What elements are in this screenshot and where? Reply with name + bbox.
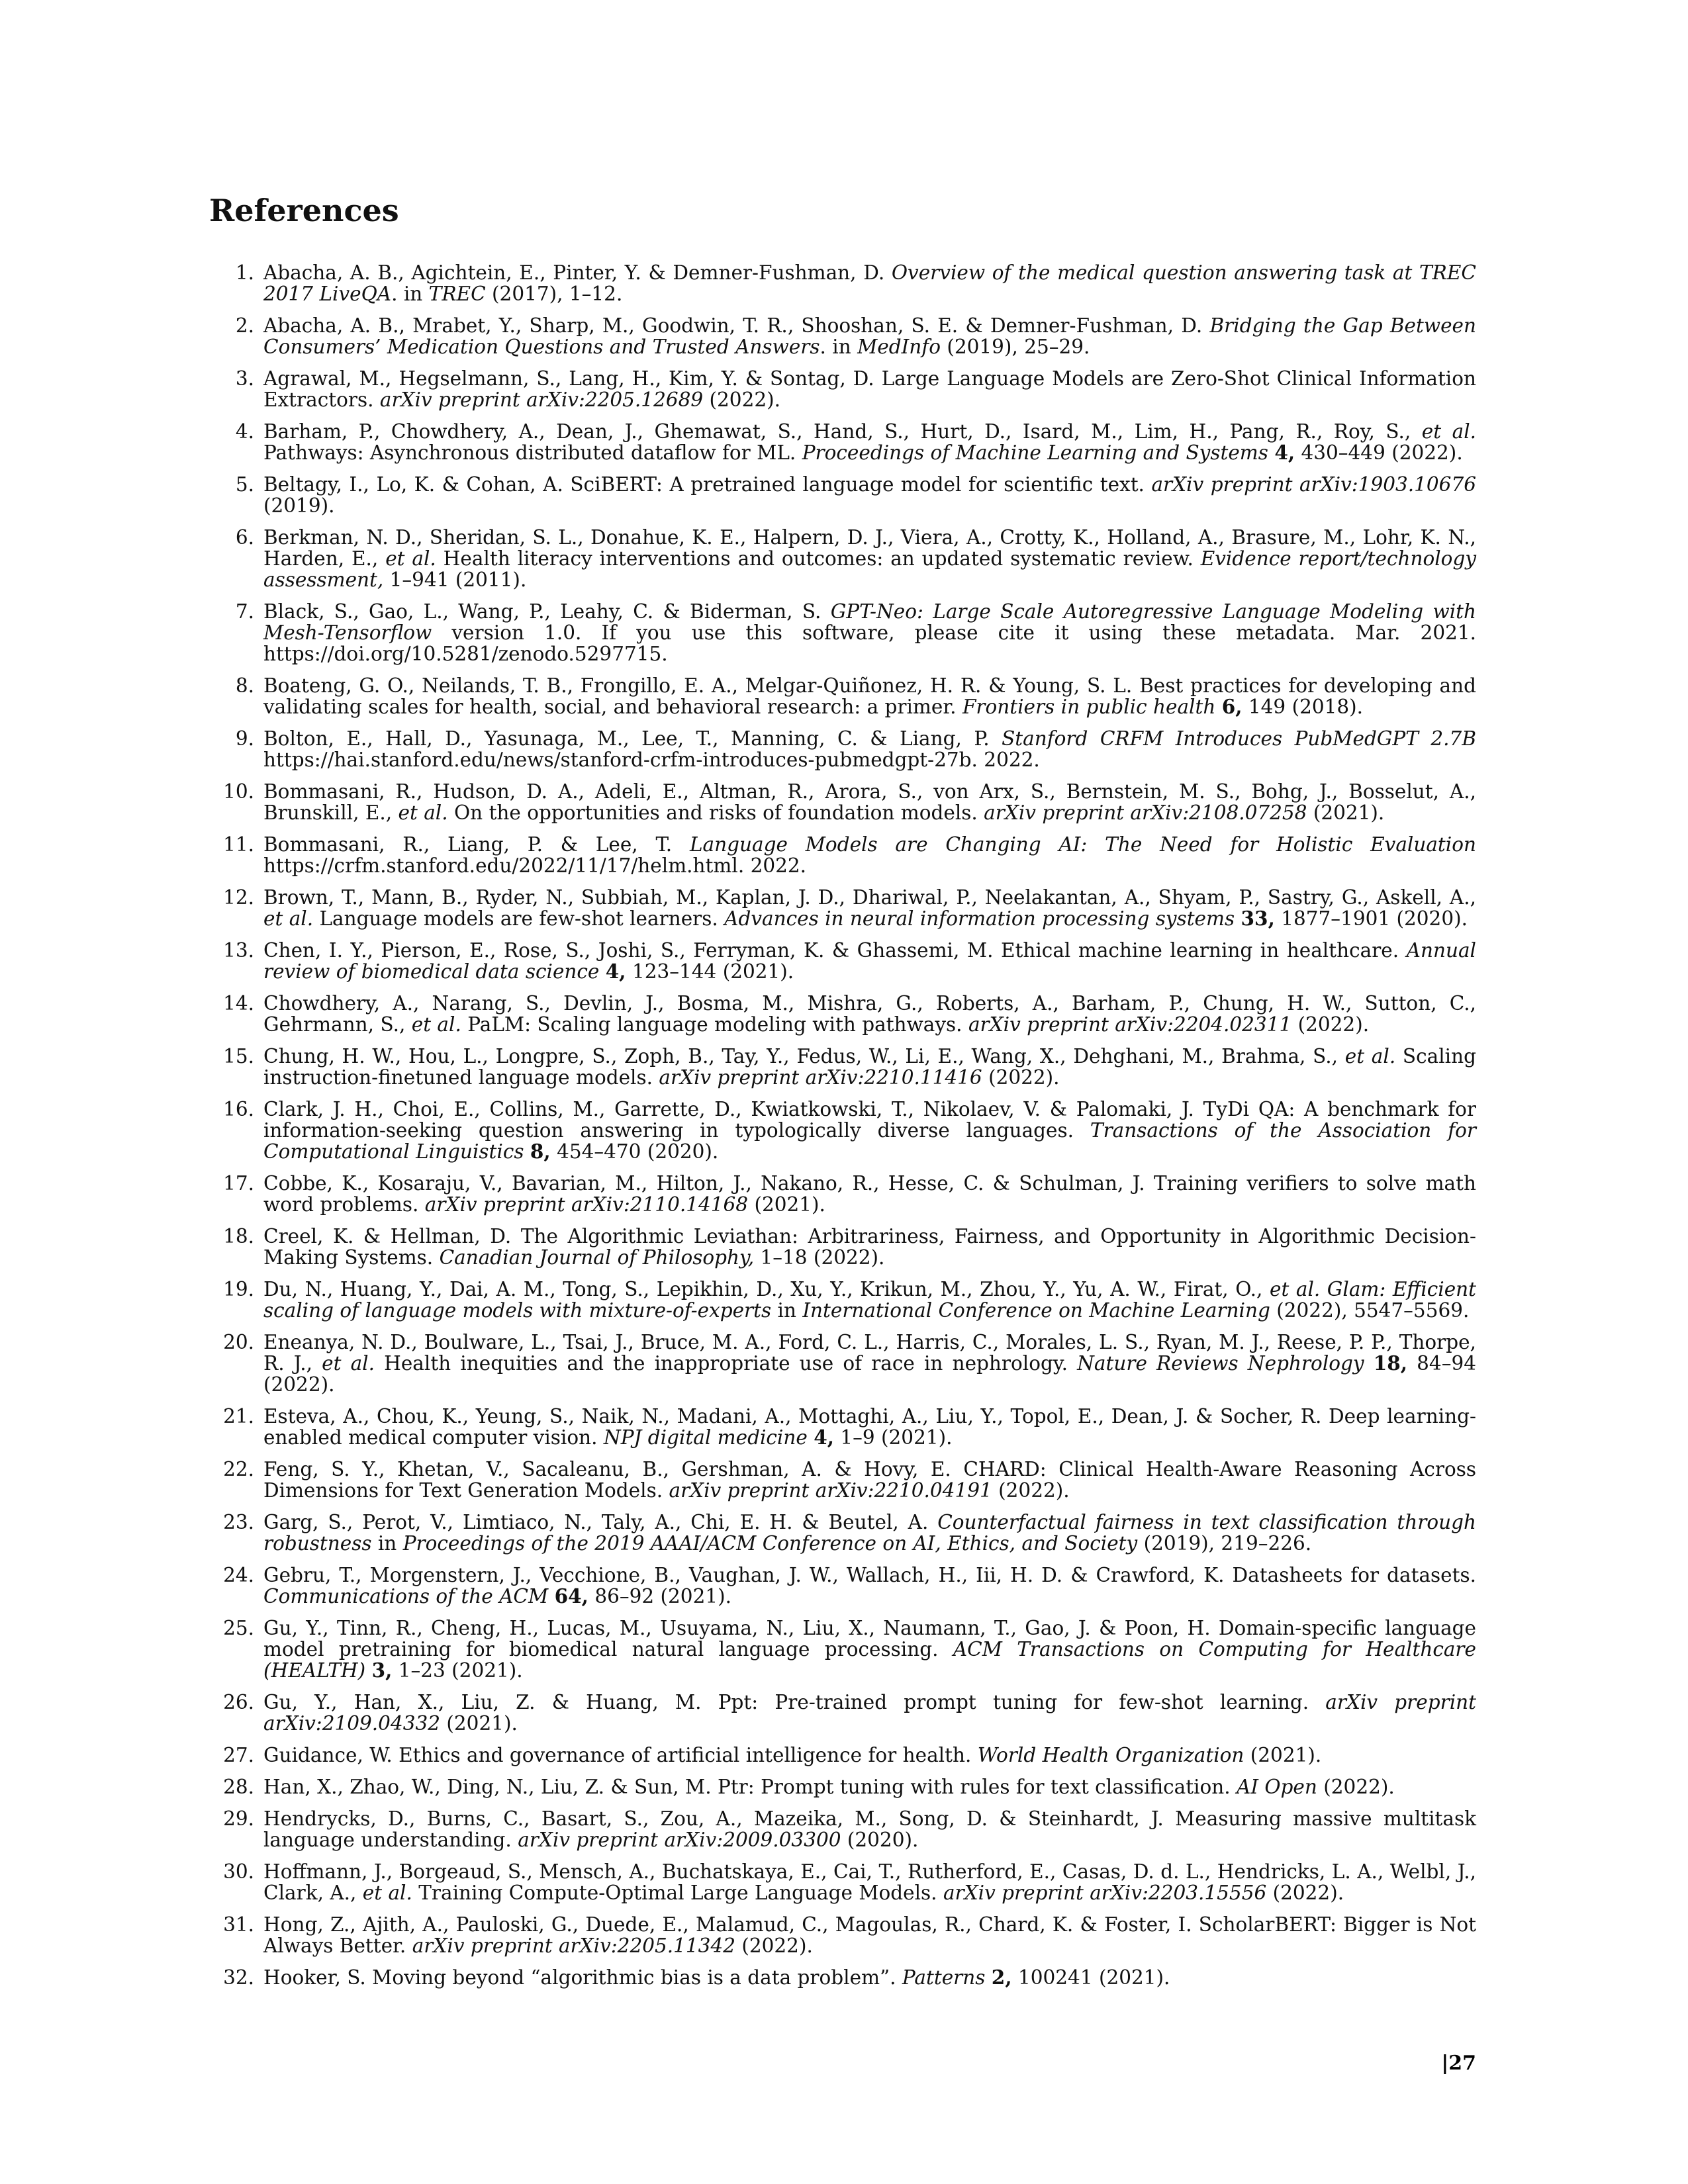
reference-number: 30. bbox=[223, 1860, 254, 1883]
reference-item bbox=[209, 675, 1476, 717]
reference-italic-segment: Evidence report/technology assessment, bbox=[263, 547, 1476, 591]
reference-item bbox=[209, 993, 1476, 1035]
reference-bold-segment: 4, bbox=[605, 960, 626, 983]
reference-italic-segment: MedInfo bbox=[857, 336, 941, 358]
reference-segment: Beltagy, I., Lo, K. & Cohan, A. SciBERT: A pretrained language model for scientific text. bbox=[263, 473, 1152, 496]
reference-segment: (2022). bbox=[1317, 1776, 1395, 1798]
reference-italic-segment: Language Models are Changing AI: The Need for Holistic Evaluation bbox=[689, 833, 1476, 856]
reference-segment: Feng, S. Y., Khetan, V., Sacaleanu, B., Gershman, A. & Hovy, E. CHARD: Clinical Health-Aware Reasoning Across Dimensions for Text Generation Models. bbox=[263, 1458, 1476, 1502]
reference-number: 5. bbox=[235, 473, 254, 496]
reference-segment: Hooker, S. Moving beyond “algorithmic bias is a data problem”. bbox=[263, 1966, 902, 1989]
reference-item bbox=[209, 1692, 1476, 1734]
reference-bold-segment: 33, bbox=[1241, 907, 1275, 930]
reference-italic-segment: arXiv preprint arXiv:2108.07258 bbox=[984, 801, 1307, 824]
reference-item bbox=[209, 1776, 1476, 1797]
reference-bold-segment: 2, bbox=[991, 1966, 1012, 1989]
reference-segment bbox=[808, 1426, 814, 1449]
reference-number: 24. bbox=[223, 1564, 254, 1586]
reference-number: 15. bbox=[223, 1045, 254, 1068]
reference-italic-segment: et al. bbox=[1421, 420, 1477, 443]
reference-text bbox=[263, 1279, 1476, 1321]
references-page bbox=[209, 192, 1476, 1999]
reference-number: 22. bbox=[223, 1458, 254, 1480]
reference-segment: Clark, J. H., Choi, E., Collins, M., Garrette, D., Kwiatkowski, T., Nikolaev, V. & Palomaki, J. TyDi QA: A benchmark for information-seeking question answering in typologically diverse languages. bbox=[263, 1098, 1476, 1142]
reference-italic-segment: GPT-Neo: Large Scale Autoregressive Language Modeling with Mesh-Tensorflow bbox=[263, 600, 1476, 644]
reference-italic-segment: arXiv preprint arXiv:1903.10676 bbox=[1151, 473, 1476, 496]
reference-text bbox=[263, 1692, 1476, 1734]
reference-segment: Bommasani, R., Liang, P. & Lee, T. bbox=[263, 833, 690, 856]
reference-item bbox=[209, 315, 1476, 357]
reference-item bbox=[209, 1617, 1476, 1681]
section-heading: References bbox=[209, 193, 399, 228]
reference-segment: 454–470 (2020). bbox=[550, 1140, 719, 1163]
reference-segment: Gebru, T., Morgenstern, J., Vecchione, B., Vaughan, J. W., Wallach, H., Iii, H. D. & Crawford, K. Datasheets for datasets. bbox=[263, 1564, 1476, 1586]
reference-item bbox=[209, 781, 1476, 823]
reference-bold-segment: 8, bbox=[530, 1140, 551, 1163]
reference-item bbox=[209, 474, 1476, 516]
reference-segment: Guidance, W. Ethics and governance of artificial intelligence for health. bbox=[263, 1744, 978, 1766]
reference-item bbox=[209, 1967, 1476, 1988]
reference-italic-segment: World Health Organization bbox=[977, 1744, 1244, 1766]
reference-italic-segment: et al. bbox=[322, 1352, 375, 1375]
reference-number: 11. bbox=[223, 833, 254, 856]
reference-italic-segment: Advances in neural information processing systems bbox=[724, 907, 1235, 930]
reference-segment: Cobbe, K., Kosaraju, V., Bavarian, M., Hilton, J., Nakano, R., Hesse, C. & Schulman, J. Training verifiers to solve math word problems. bbox=[263, 1172, 1476, 1216]
reference-item bbox=[209, 1099, 1476, 1162]
reference-italic-segment: arXiv preprint arXiv:2210.04191 bbox=[669, 1479, 992, 1502]
reference-item bbox=[209, 601, 1476, 664]
reference-segment: 100241 (2021). bbox=[1011, 1966, 1170, 1989]
reference-item bbox=[209, 527, 1476, 590]
reference-italic-segment: et al. bbox=[362, 1882, 412, 1904]
reference-text bbox=[263, 1099, 1476, 1162]
reference-bold-segment: 4, bbox=[814, 1426, 834, 1449]
reference-italic-segment: Patterns bbox=[902, 1966, 986, 1989]
reference-segment: Gu, Y., Han, X., Liu, Z. & Huang, M. Ppt: Pre-trained prompt tuning for few-shot learning. bbox=[263, 1691, 1326, 1713]
reference-segment: in bbox=[771, 1299, 803, 1322]
reference-text bbox=[263, 781, 1476, 823]
reference-segment: 84–94 (2022). bbox=[263, 1352, 1476, 1396]
reference-number: 18. bbox=[223, 1225, 254, 1248]
reference-italic-segment: et al. bbox=[411, 1013, 461, 1036]
reference-bold-segment: 64, bbox=[554, 1584, 588, 1608]
reference-item bbox=[209, 368, 1476, 410]
reference-segment bbox=[599, 960, 605, 983]
reference-bold-segment: 18, bbox=[1373, 1351, 1408, 1375]
reference-italic-segment: NPJ digital medicine bbox=[603, 1426, 808, 1449]
reference-text bbox=[263, 1459, 1476, 1501]
reference-bold-segment: 6, bbox=[1221, 695, 1243, 718]
reference-italic-segment: Proceedings of the 2019 AAAI/ACM Conference on AI, Ethics, and Society bbox=[402, 1532, 1138, 1555]
reference-segment: Hendrycks, D., Burns, C., Basart, S., Zou, A., Mazeika, M., Song, D. & Steinhardt, J. Measuring massive multitask language understanding. bbox=[263, 1807, 1476, 1851]
reference-item bbox=[209, 1745, 1476, 1766]
reference-segment: (2022). bbox=[982, 1066, 1060, 1089]
reference-item bbox=[209, 421, 1476, 463]
reference-segment: 1–9 (2021). bbox=[833, 1426, 953, 1449]
reference-segment: Health inequities and the inappropriate use of race in nephrology. bbox=[374, 1352, 1078, 1375]
reference-segment: (2022). bbox=[703, 388, 781, 411]
reference-number: 7. bbox=[235, 600, 254, 623]
reference-segment: in bbox=[371, 1532, 403, 1555]
reference-item bbox=[209, 1332, 1476, 1395]
reference-item bbox=[209, 1914, 1476, 1956]
reference-text bbox=[263, 887, 1476, 929]
reference-segment: 149 (2018). bbox=[1242, 696, 1364, 718]
reference-item bbox=[209, 1459, 1476, 1501]
reference-segment: On the opportunities and risks of foundation models. bbox=[447, 801, 984, 824]
reference-number: 3. bbox=[235, 367, 254, 390]
reference-segment: Chung, H. W., Hou, L., Longpre, S., Zoph, B., Tay, Y., Fedus, W., Li, E., Wang, X., Dehghani, M., Brahma, S., bbox=[263, 1045, 1345, 1068]
reference-segment: (2021). bbox=[748, 1193, 825, 1216]
reference-segment bbox=[1235, 907, 1241, 930]
reference-item bbox=[209, 1565, 1476, 1607]
reference-text bbox=[263, 1512, 1476, 1554]
reference-italic-segment: ACM Transactions on Computing for Healthcare (HEALTH) bbox=[263, 1638, 1476, 1682]
reference-number: 10. bbox=[223, 780, 254, 803]
reference-item bbox=[209, 728, 1476, 770]
reference-segment bbox=[365, 1659, 371, 1682]
reference-segment bbox=[548, 1585, 554, 1608]
reference-italic-segment: arXiv preprint arXiv:2110.14168 bbox=[424, 1193, 749, 1216]
reference-item bbox=[209, 1808, 1476, 1850]
reference-item bbox=[209, 834, 1476, 876]
reference-italic-segment: arXiv preprint arXiv:2205.12689 bbox=[379, 388, 704, 411]
reference-italic-segment: et al. bbox=[263, 907, 314, 930]
reference-segment: Health literacy interventions and outcomes: an updated systematic review. bbox=[436, 547, 1201, 570]
reference-text bbox=[263, 834, 1476, 876]
reference-segment: PaLM: Scaling language modeling with pathways. bbox=[461, 1013, 968, 1036]
reference-italic-segment: arXiv preprint arXiv:2203.15556 bbox=[943, 1882, 1267, 1904]
page-number: |27 bbox=[1441, 2052, 1476, 2075]
reference-text bbox=[263, 527, 1476, 590]
reference-segment: (2021). bbox=[1307, 801, 1385, 824]
reference-segment: . in bbox=[391, 283, 429, 305]
reference-segment: Pathways: Asynchronous distributed dataflow for ML. bbox=[263, 441, 802, 464]
reference-segment: Eneanya, N. D., Boulware, L., Tsai, J., Bruce, M. A., Ford, C. L., Harris, C., Morales, L. S., Ryan, M. J., Reese, P. P., Thorpe, R. J., bbox=[263, 1331, 1476, 1375]
reference-text bbox=[263, 728, 1476, 770]
reference-segment: Esteva, A., Chou, K., Yeung, S., Naik, N., Madani, A., Mottaghi, A., Liu, Y., Topol, E., Dean, J. & Socher, R. Deep learning-enabled medical computer vision. bbox=[263, 1405, 1476, 1449]
reference-segment: 1–941 (2011). bbox=[383, 569, 527, 591]
reference-text bbox=[263, 1406, 1476, 1448]
reference-segment: Abacha, A. B., Agichtein, E., Pinter, Y. & Demner-Fushman, D. bbox=[263, 261, 892, 284]
reference-text bbox=[263, 1565, 1476, 1607]
reference-text bbox=[263, 1332, 1476, 1395]
reference-segment: Gu, Y., Tinn, R., Cheng, H., Lucas, M., Usuyama, N., Liu, X., Naumann, T., Gao, J. & Poon, H. Domain-specific language model pretraining for biomedical natural language processing. bbox=[263, 1617, 1476, 1661]
reference-italic-segment: Transactions of the Association for Computational Linguistics bbox=[263, 1119, 1476, 1163]
reference-segment: Chowdhery, A., Narang, S., Devlin, J., Bosma, M., Mishra, G., Roberts, A., Barham, P., Chung, H. W., Sutton, C., Gehrmann, S., bbox=[263, 992, 1476, 1036]
reference-segment: Scaling instruction-finetuned language models. bbox=[263, 1045, 1477, 1089]
reference-item bbox=[209, 1226, 1476, 1268]
reference-segment: Training Compute-Optimal Large Language Models. bbox=[412, 1882, 943, 1904]
reference-italic-segment: AI Open bbox=[1237, 1776, 1317, 1798]
reference-number: 13. bbox=[223, 939, 254, 962]
reference-text bbox=[263, 993, 1476, 1035]
reference-italic-segment: arXiv preprint arXiv:2009.03300 bbox=[518, 1829, 841, 1851]
reference-italic-segment: Bridging the Gap Between Consumers’ Medication Questions and Trusted Answers bbox=[263, 314, 1476, 358]
reference-text bbox=[263, 315, 1476, 357]
reference-segment: (2021). bbox=[1244, 1744, 1322, 1766]
reference-number: 17. bbox=[223, 1172, 254, 1195]
reference-number: 6. bbox=[235, 526, 254, 549]
reference-segment: Boateng, G. O., Neilands, T. B., Frongillo, E. A., Melgar-Quiñonez, H. R. & Young, S. L. Best practices for developing and validating scales for health, social, and behavioral research: a primer. bbox=[263, 674, 1476, 718]
reference-segment: https://hai.stanford.edu/news/stanford-crfm-introduces-pubmedgpt-27b. 2022. bbox=[263, 749, 1040, 771]
reference-segment: Brown, T., Mann, B., Ryder, N., Subbiah, M., Kaplan, J. D., Dhariwal, P., Neelakantan, A., Shyam, P., Sastry, G., Askell, A., bbox=[263, 886, 1476, 909]
reference-number: 9. bbox=[235, 727, 254, 750]
reference-item bbox=[209, 1861, 1476, 1903]
reference-text bbox=[263, 421, 1476, 463]
reference-segment: (2020). bbox=[841, 1829, 919, 1851]
reference-bold-segment: 4, bbox=[1274, 441, 1295, 464]
reference-italic-segment: Frontiers in public health bbox=[962, 696, 1216, 718]
reference-number: 20. bbox=[223, 1331, 254, 1353]
reference-segment: . in bbox=[820, 336, 858, 358]
reference-italic-segment: Stanford CRFM Introduces PubMedGPT 2.7B bbox=[1002, 727, 1476, 750]
reference-italic-segment: Communications of the ACM bbox=[263, 1585, 549, 1608]
reference-italic-segment: Proceedings of Machine Learning and Systems bbox=[802, 441, 1268, 464]
reference-segment: Bolton, E., Hall, D., Yasunaga, M., Lee, T., Manning, C. & Liang, P. bbox=[263, 727, 1002, 750]
reference-number: 27. bbox=[223, 1744, 254, 1766]
reference-text bbox=[263, 1808, 1476, 1850]
reference-segment: (2017), 1–12. bbox=[485, 283, 623, 305]
reference-text bbox=[263, 940, 1476, 982]
reference-segment: version 1.0. If you use this software, please cite it using these metadata. Mar. 2021. https://doi.org/10.5281/zenodo.5297715. bbox=[263, 621, 1476, 665]
reference-text bbox=[263, 1046, 1476, 1088]
reference-number: 31. bbox=[223, 1913, 254, 1936]
reference-list bbox=[209, 262, 1476, 1988]
reference-italic-segment: Canadian Journal of Philosophy, bbox=[439, 1246, 755, 1269]
reference-segment: Berkman, N. D., Sheridan, S. L., Donahue, K. E., Halpern, D. J., Viera, A., Crotty, K., Holland, A., Brasure, M., Lohr, K. N., Harden, E., bbox=[263, 526, 1476, 570]
reference-segment: Barham, P., Chowdhery, A., Dean, J., Ghemawat, S., Hand, S., Hurt, D., Isard, M., Lim, H., Pang, R., Roy, S., bbox=[263, 420, 1422, 443]
reference-number: 1. bbox=[235, 261, 254, 284]
reference-italic-segment: et al. bbox=[385, 547, 436, 570]
reference-text bbox=[263, 262, 1476, 304]
reference-segment: Agrawal, M., Hegselmann, S., Lang, H., Kim, Y. & Sontag, D. Large Language Models are Zero-Shot Clinical Information Extractors. bbox=[263, 367, 1476, 411]
reference-item bbox=[209, 940, 1476, 982]
reference-number: 4. bbox=[235, 420, 254, 443]
reference-segment: Hoffmann, J., Borgeaud, S., Mensch, A., Buchatskaya, E., Cai, T., Rutherford, E., Casas, D. d. L., Hendricks, L. A., Welbl, J., Clark, A., bbox=[263, 1860, 1476, 1904]
reference-item bbox=[209, 1406, 1476, 1448]
reference-text bbox=[263, 1914, 1476, 1956]
reference-segment: 123–144 (2021). bbox=[626, 960, 794, 983]
reference-segment: Bommasani, R., Hudson, D. A., Adeli, E., Altman, R., Arora, S., von Arx, S., Bernstein, M. S., Bohg, J., Bosselut, A., Brunskill, E., bbox=[263, 780, 1476, 824]
reference-segment: Hong, Z., Ajith, A., Pauloski, G., Duede, E., Malamud, C., Magoulas, R., Chard, K. & Foster, I. ScholarBERT: Bigger is Not Always Better. bbox=[263, 1913, 1476, 1957]
reference-number: 29. bbox=[223, 1807, 254, 1830]
reference-item bbox=[209, 1046, 1476, 1088]
reference-segment: (2022). bbox=[992, 1479, 1070, 1502]
reference-segment bbox=[1215, 696, 1221, 718]
reference-segment: (2022), 5547–5569. bbox=[1270, 1299, 1470, 1322]
reference-segment: Garg, S., Perot, V., Limtiaco, N., Taly, A., Chi, E. H. & Beutel, A. bbox=[263, 1511, 938, 1533]
reference-segment: (2022). bbox=[1266, 1882, 1344, 1904]
reference-segment: (2022). bbox=[735, 1934, 813, 1957]
reference-segment: 430–449 (2022). bbox=[1295, 441, 1463, 464]
reference-segment: Han, X., Zhao, W., Ding, N., Liu, Z. & Sun, M. Ptr: Prompt tuning with rules for text classification. bbox=[263, 1776, 1237, 1798]
reference-text bbox=[263, 368, 1476, 410]
reference-text bbox=[263, 1173, 1476, 1215]
reference-item bbox=[209, 1279, 1476, 1321]
reference-italic-segment: International Conference on Machine Learning bbox=[802, 1299, 1270, 1322]
reference-text bbox=[263, 675, 1476, 717]
reference-segment: https://crfm.stanford.edu/2022/11/17/helm.html. 2022. bbox=[263, 854, 807, 877]
reference-number: 21. bbox=[223, 1405, 254, 1428]
reference-italic-segment: Annual review of biomedical data science bbox=[263, 939, 1476, 983]
reference-italic-segment: Overview of the medical question answering task at TREC 2017 LiveQA bbox=[263, 261, 1476, 305]
reference-number: 12. bbox=[223, 886, 254, 909]
reference-number: 28. bbox=[223, 1776, 254, 1798]
reference-italic-segment: Counterfactual fairness in text classification through robustness bbox=[263, 1511, 1477, 1555]
reference-number: 14. bbox=[223, 992, 254, 1015]
reference-segment: 86–92 (2021). bbox=[588, 1585, 731, 1608]
reference-segment: 1–23 (2021). bbox=[392, 1659, 523, 1682]
reference-segment: Creel, K. & Hellman, D. The Algorithmic Leviathan: Arbitrariness, Fairness, and Opportunity in Algorithmic Decision-Making Systems. bbox=[263, 1225, 1476, 1269]
reference-segment: (2019), 219–226. bbox=[1137, 1532, 1312, 1555]
reference-segment bbox=[1364, 1352, 1374, 1375]
reference-italic-segment: et al. bbox=[398, 801, 448, 824]
reference-number: 32. bbox=[223, 1966, 254, 1989]
reference-italic-segment: arXiv preprint arXiv:2210.11416 bbox=[659, 1066, 982, 1089]
reference-segment bbox=[1268, 441, 1274, 464]
reference-segment: 1–18 (2022). bbox=[754, 1246, 885, 1269]
reference-segment: Language models are few-shot learners. bbox=[313, 907, 725, 930]
reference-number: 23. bbox=[223, 1511, 254, 1533]
reference-text bbox=[263, 601, 1476, 664]
reference-text bbox=[263, 1776, 1476, 1797]
reference-segment: Chen, I. Y., Pierson, E., Rose, S., Joshi, S., Ferryman, K. & Ghassemi, M. Ethical machine learning in healthcare. bbox=[263, 939, 1407, 962]
reference-text bbox=[263, 1967, 1476, 1988]
reference-segment: Du, N., Huang, Y., Dai, A. M., Tong, S., Lepikhin, D., Xu, Y., Krikun, M., Zhou, Y., Yu, A. W., Firat, O., bbox=[263, 1278, 1270, 1300]
reference-segment: (2019), 25–29. bbox=[940, 336, 1090, 358]
reference-number: 8. bbox=[235, 674, 254, 697]
reference-segment: (2021). bbox=[440, 1712, 518, 1735]
reference-segment: (2022). bbox=[1291, 1013, 1370, 1036]
reference-italic-segment: et al. bbox=[1344, 1045, 1396, 1068]
reference-item bbox=[209, 1512, 1476, 1554]
reference-segment: Black, S., Gao, L., Wang, P., Leahy, C. & Biderman, S. bbox=[263, 600, 831, 623]
reference-number: 2. bbox=[235, 314, 254, 337]
reference-segment bbox=[524, 1140, 530, 1163]
reference-number: 25. bbox=[223, 1617, 254, 1639]
reference-text bbox=[263, 1745, 1476, 1766]
reference-item bbox=[209, 887, 1476, 929]
reference-italic-segment: et al. Glam: Efficient scaling of language models with mixture-of-experts bbox=[263, 1278, 1477, 1322]
reference-segment: 1877–1901 (2020). bbox=[1274, 907, 1468, 930]
reference-item bbox=[209, 1173, 1476, 1215]
reference-italic-segment: TREC bbox=[428, 283, 486, 305]
reference-segment: (2019). bbox=[263, 494, 335, 517]
reference-text bbox=[263, 1226, 1476, 1268]
reference-italic-segment: Nature Reviews Nephrology bbox=[1077, 1352, 1364, 1375]
reference-number: 16. bbox=[223, 1098, 254, 1120]
reference-number: 26. bbox=[223, 1691, 254, 1713]
reference-bold-segment: 3, bbox=[371, 1659, 393, 1682]
reference-text bbox=[263, 1617, 1476, 1681]
reference-italic-segment: arXiv preprint arXiv:2205.11342 bbox=[412, 1934, 735, 1957]
reference-italic-segment: arXiv preprint arXiv:2204.02311 bbox=[968, 1013, 1292, 1036]
reference-segment: Abacha, A. B., Mrabet, Y., Sharp, M., Goodwin, T. R., Shooshan, S. E. & Demner-Fushman, D. bbox=[263, 314, 1210, 337]
reference-number: 19. bbox=[223, 1278, 254, 1300]
reference-text bbox=[263, 1861, 1476, 1903]
reference-item bbox=[209, 262, 1476, 304]
reference-text bbox=[263, 474, 1476, 516]
reference-segment bbox=[985, 1966, 991, 1989]
reference-italic-segment: arXiv preprint arXiv:2109.04332 bbox=[263, 1691, 1476, 1735]
